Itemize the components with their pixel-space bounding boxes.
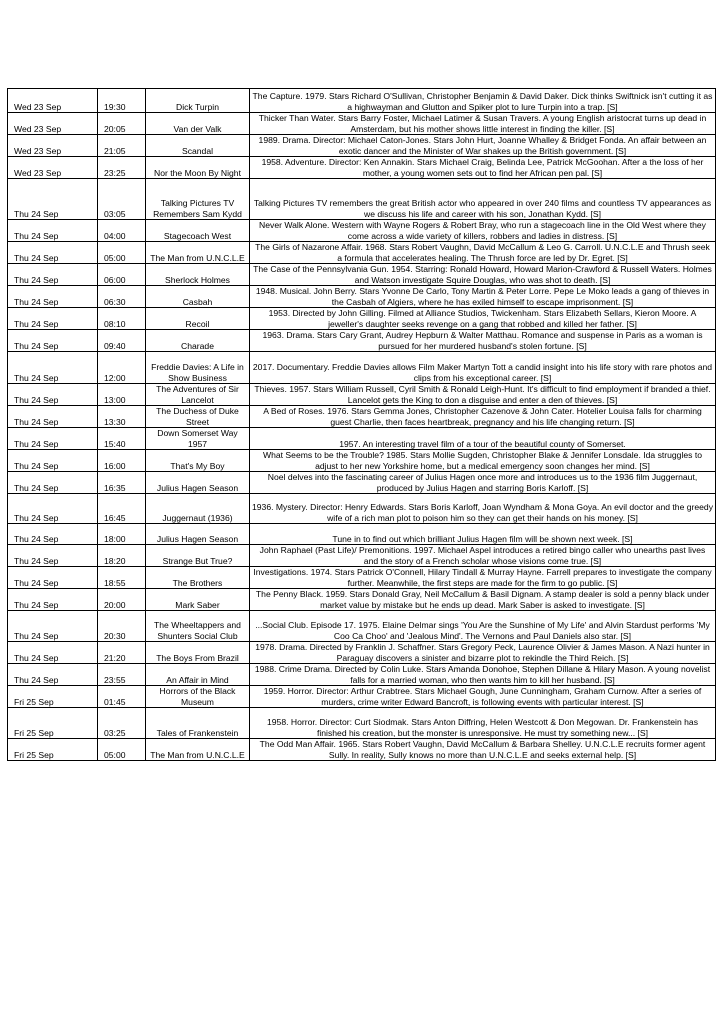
time-cell: 04:00 — [98, 220, 146, 242]
title-cell: Horrors of the Black Museum — [146, 686, 250, 708]
title-cell: Van der Valk — [146, 113, 250, 135]
description-cell: What Seems to be the Trouble? 1985. Stars Mollie Sugden, Christopher Blake & Jennifer Lonsdale. Ida struggles to adjust to her new Yorkshire home, but a medical emergency soon changes her mind. [S] — [250, 450, 716, 472]
table-row — [8, 664, 716, 686]
table-row — [8, 589, 716, 611]
title-cell: Stagecoach West — [146, 220, 250, 242]
table-row — [8, 308, 716, 330]
day-cell: Thu 24 Sep — [8, 472, 98, 494]
time-cell: 01:45 — [98, 686, 146, 708]
table-row — [8, 708, 716, 739]
title-cell: Down Somerset Way 1957 — [146, 428, 250, 450]
description-cell: 1978. Drama. Directed by Franklin J. Schaffner. Stars Gregory Peck, Laurence Olivier & James Mason. A Nazi hunter in Paraguay discovers a sinister and bizarre plot to rekindle the Third Reich. [S] — [250, 642, 716, 664]
title-cell: Julius Hagen Season — [146, 472, 250, 494]
title-cell: Sherlock Holmes — [146, 264, 250, 286]
title-cell: Charade — [146, 330, 250, 352]
time-cell: 16:35 — [98, 472, 146, 494]
day-cell: Thu 24 Sep — [8, 352, 98, 384]
day-cell: Thu 24 Sep — [8, 264, 98, 286]
day-cell: Thu 24 Sep — [8, 545, 98, 567]
day-cell: Thu 24 Sep — [8, 179, 98, 220]
table-row — [8, 179, 716, 220]
table-row — [8, 330, 716, 352]
time-cell: 20:00 — [98, 589, 146, 611]
time-cell: 12:00 — [98, 352, 146, 384]
table-row — [8, 406, 716, 428]
table-row — [8, 450, 716, 472]
day-cell: Fri 25 Sep — [8, 739, 98, 761]
table-row — [8, 286, 716, 308]
time-cell: 18:55 — [98, 567, 146, 589]
title-cell: The Brothers — [146, 567, 250, 589]
title-cell: That's My Boy — [146, 450, 250, 472]
day-cell: Thu 24 Sep — [8, 524, 98, 545]
title-cell: An Affair in Mind — [146, 664, 250, 686]
time-cell: 06:00 — [98, 264, 146, 286]
time-cell: 19:30 — [98, 89, 146, 113]
table-row — [8, 739, 716, 761]
table-row — [8, 494, 716, 524]
description-cell: The Odd Man Affair. 1965. Stars Robert Vaughn, David McCallum & Barbara Shelley. U.N.C.L.E recruits former agent Sully. In reality, Sully knows no more than U.N.C.L.E and seeks external help. [S] — [250, 739, 716, 761]
title-cell: Freddie Davies: A Life in Show Business — [146, 352, 250, 384]
time-cell: 13:00 — [98, 384, 146, 406]
title-cell: The Man from U.N.C.L.E — [146, 739, 250, 761]
description-cell: Investigations. 1974. Stars Patrick O'Connell, Hilary Tindall & Murray Hayne. Farrell prepares to investigate the company further. Meanwhile, the first steps are made for the firm to go public. [S] — [250, 567, 716, 589]
description-cell: ...Social Club. Episode 17. 1975. Elaine Delmar sings 'You Are the Sunshine of My Life' and Alvin Stardust performs 'My Coo Ca Choo' and 'Jealous Mind'. The Vernons and Paul Daniels also star. [S] — [250, 611, 716, 642]
description-cell: 1963. Drama. Stars Cary Grant, Audrey Hepburn & Walter Matthau. Romance and suspense in Paris as a woman is pursued for her murdered husband's stolen fortune. [S] — [250, 330, 716, 352]
description-cell: 1959. Horror. Director: Arthur Crabtree. Stars Michael Gough, June Cunningham, Graham Curnow. After a series of murders, crime writer Edward Bancroft, is following events with particular interest. [S] — [250, 686, 716, 708]
day-cell: Thu 24 Sep — [8, 589, 98, 611]
time-cell: 09:40 — [98, 330, 146, 352]
time-cell: 21:05 — [98, 135, 146, 157]
time-cell: 13:30 — [98, 406, 146, 428]
title-cell: Nor the Moon By Night — [146, 157, 250, 179]
description-cell: The Girls of Nazarone Affair. 1968. Stars Robert Vaughn, David McCallum & Leo G. Carroll. U.N.C.L.E and Thrush seek a formula that accelerates healing. The Thrush force are led by Dr. Egret. [S] — [250, 242, 716, 264]
time-cell: 16:00 — [98, 450, 146, 472]
description-cell: 1936. Mystery. Director: Henry Edwards. Stars Boris Karloff, Joan Wyndham & Mona Goya. An evil doctor and the greedy wife of a rich man plot to poison him so they can get their hands on his money. [S] — [250, 494, 716, 524]
time-cell: 21:20 — [98, 642, 146, 664]
time-cell: 23:55 — [98, 664, 146, 686]
title-cell: Scandal — [146, 135, 250, 157]
time-cell: 23:25 — [98, 157, 146, 179]
time-cell: 15:40 — [98, 428, 146, 450]
table-row — [8, 428, 716, 450]
time-cell: 16:45 — [98, 494, 146, 524]
title-cell: The Boys From Brazil — [146, 642, 250, 664]
title-cell: The Wheeltappers and Shunters Social Club — [146, 611, 250, 642]
description-cell: Thieves. 1957. Stars William Russell, Cyril Smith & Ronald Leigh-Hunt. It's difficult to find employment if branded a thief. Lancelot gets the King to don a disguise and enter a den of thieves. [S] — [250, 384, 716, 406]
day-cell: Thu 24 Sep — [8, 494, 98, 524]
title-cell: Tales of Frankenstein — [146, 708, 250, 739]
description-cell: John Raphael (Past Life)/ Premonitions. 1997. Michael Aspel introduces a retired bingo caller who unearths past lives and the story of a French scholar whose visions come true. [S] — [250, 545, 716, 567]
table-row — [8, 686, 716, 708]
time-cell: 18:20 — [98, 545, 146, 567]
title-cell: Strange But True? — [146, 545, 250, 567]
table-row — [8, 220, 716, 242]
description-cell: 1958. Horror. Director: Curt Siodmak. Stars Anton Diffring, Helen Westcott & Don Megowan. Dr. Frankenstein has finished his creation, but the monster is unresponsive. He must try something new... [S] — [250, 708, 716, 739]
description-cell: 1948. Musical. John Berry. Stars Yvonne De Carlo, Tony Martin & Peter Lorre. Pepe Le Moko leads a gang of thieves in the Casbah of Algiers, where he has exiled himself to escape imprisonment. [S] — [250, 286, 716, 308]
description-cell: Thicker Than Water. Stars Barry Foster, Michael Latimer & Susan Travers. A young English aristocrat turns up dead in Amsterdam, but his mother shows little interest in finding the killer. [S] — [250, 113, 716, 135]
description-cell: The Case of the Pennsylvania Gun. 1954. Starring: Ronald Howard, Howard Marion-Crawford & Russell Waters. Holmes and Watson investigate Squire Douglas, who was shot to death. [S] — [250, 264, 716, 286]
title-cell: The Man from U.N.C.L.E — [146, 242, 250, 264]
time-cell: 05:00 — [98, 739, 146, 761]
description-cell: Noel delves into the fascinating career of Julius Hagen once more and introduces us to the 1936 film Juggernaut, produced by Julius Hagen and starring Boris Karloff. [S] — [250, 472, 716, 494]
description-cell: A Bed of Roses. 1976. Stars Gemma Jones, Christopher Cazenove & John Cater. Hotelier Louisa falls for charming guest Charlie, then faces heartbreak, pregnancy and his life changing return. [S] — [250, 406, 716, 428]
day-cell: Wed 23 Sep — [8, 157, 98, 179]
day-cell: Thu 24 Sep — [8, 428, 98, 450]
time-cell: 06:30 — [98, 286, 146, 308]
time-cell: 03:05 — [98, 179, 146, 220]
day-cell: Thu 24 Sep — [8, 242, 98, 264]
table-row — [8, 242, 716, 264]
day-cell: Thu 24 Sep — [8, 330, 98, 352]
day-cell: Wed 23 Sep — [8, 113, 98, 135]
title-cell: The Duchess of Duke Street — [146, 406, 250, 428]
table-row — [8, 611, 716, 642]
time-cell: 03:25 — [98, 708, 146, 739]
day-cell: Fri 25 Sep — [8, 708, 98, 739]
title-cell: Juggernaut (1936) — [146, 494, 250, 524]
time-cell: 08:10 — [98, 308, 146, 330]
title-cell: The Adventures of Sir Lancelot — [146, 384, 250, 406]
table-row — [8, 89, 716, 113]
table-row — [8, 384, 716, 406]
description-cell: Tune in to find out which brilliant Julius Hagen film will be shown next week. [S] — [250, 524, 716, 545]
day-cell: Thu 24 Sep — [8, 286, 98, 308]
day-cell: Thu 24 Sep — [8, 664, 98, 686]
table-row — [8, 264, 716, 286]
description-cell: 1953. Directed by John Gilling. Filmed at Alliance Studios, Twickenham. Stars Elizabeth Sellars, Kieron Moore. A jeweller's daughter seeks revenge on a gang that robbed and killed her father. [S] — [250, 308, 716, 330]
table-row — [8, 545, 716, 567]
description-cell: 1988. Crime Drama. Directed by Colin Luke. Stars Amanda Donohoe, Stephen Dillane & Hilary Mason. A young novelist falls for a married woman, who then wants him to kill her husband. [S] — [250, 664, 716, 686]
description-cell: Never Walk Alone. Western with Wayne Rogers & Robert Bray, who run a stagecoach line in the Old West where they come across a wide variety of killers, robbers and ladies in distress. [S] — [250, 220, 716, 242]
description-cell: 2017. Documentary. Freddie Davies allows Film Maker Martyn Tott a candid insight into his life story with rare photos and clips from his exceptional career. [S] — [250, 352, 716, 384]
title-cell: Recoil — [146, 308, 250, 330]
description-cell: 1958. Adventure. Director: Ken Annakin. Stars Michael Craig, Belinda Lee, Patrick McGoohan. After a the loss of her mother, a young women sets out to find her African pen pal. [S] — [250, 157, 716, 179]
time-cell: 18:00 — [98, 524, 146, 545]
table-row — [8, 642, 716, 664]
title-cell: Casbah — [146, 286, 250, 308]
table-row — [8, 352, 716, 384]
time-cell: 20:05 — [98, 113, 146, 135]
description-cell: Talking Pictures TV remembers the great British actor who appeared in over 240 films and countless TV appearances as we discuss his life and career with his son, Jonathan Kydd. [S] — [250, 179, 716, 220]
description-cell: 1989. Drama. Director: Michael Caton-Jones. Stars John Hurt, Joanne Whalley & Bridget Fonda. An affair between an exotic dancer and the Minister of War shakes up the British government. [S] — [250, 135, 716, 157]
schedule-body — [8, 89, 716, 761]
table-row — [8, 113, 716, 135]
table-row — [8, 472, 716, 494]
table-row — [8, 135, 716, 157]
day-cell: Thu 24 Sep — [8, 406, 98, 428]
description-cell: The Penny Black. 1959. Stars Donald Gray, Neil McCallum & Basil Dignam. A stamp dealer is sold a penny black under market value by mistake but he ends up dead. Mark Saber is asked to investigate. [S] — [250, 589, 716, 611]
table-row — [8, 567, 716, 589]
day-cell: Fri 25 Sep — [8, 686, 98, 708]
day-cell: Thu 24 Sep — [8, 450, 98, 472]
day-cell: Thu 24 Sep — [8, 567, 98, 589]
description-cell: 1957. An interesting travel film of a tour of the beautiful county of Somerset. — [250, 428, 716, 450]
day-cell: Thu 24 Sep — [8, 611, 98, 642]
title-cell: Talking Pictures TV Remembers Sam Kydd — [146, 179, 250, 220]
day-cell: Wed 23 Sep — [8, 135, 98, 157]
time-cell: 05:00 — [98, 242, 146, 264]
table-row — [8, 157, 716, 179]
day-cell: Thu 24 Sep — [8, 642, 98, 664]
title-cell: Dick Turpin — [146, 89, 250, 113]
description-cell: The Capture. 1979. Stars Richard O'Sullivan, Christopher Benjamin & David Daker. Dick thinks Swiftnick isn't cutting it as a highwayman and Glutton and Spiker plot to lure Turpin into a trap. [S] — [250, 89, 716, 113]
schedule-table — [7, 88, 716, 761]
time-cell: 20:30 — [98, 611, 146, 642]
day-cell: Thu 24 Sep — [8, 308, 98, 330]
title-cell: Julius Hagen Season — [146, 524, 250, 545]
day-cell: Thu 24 Sep — [8, 220, 98, 242]
table-row — [8, 524, 716, 545]
title-cell: Mark Saber — [146, 589, 250, 611]
day-cell: Wed 23 Sep — [8, 89, 98, 113]
day-cell: Thu 24 Sep — [8, 384, 98, 406]
